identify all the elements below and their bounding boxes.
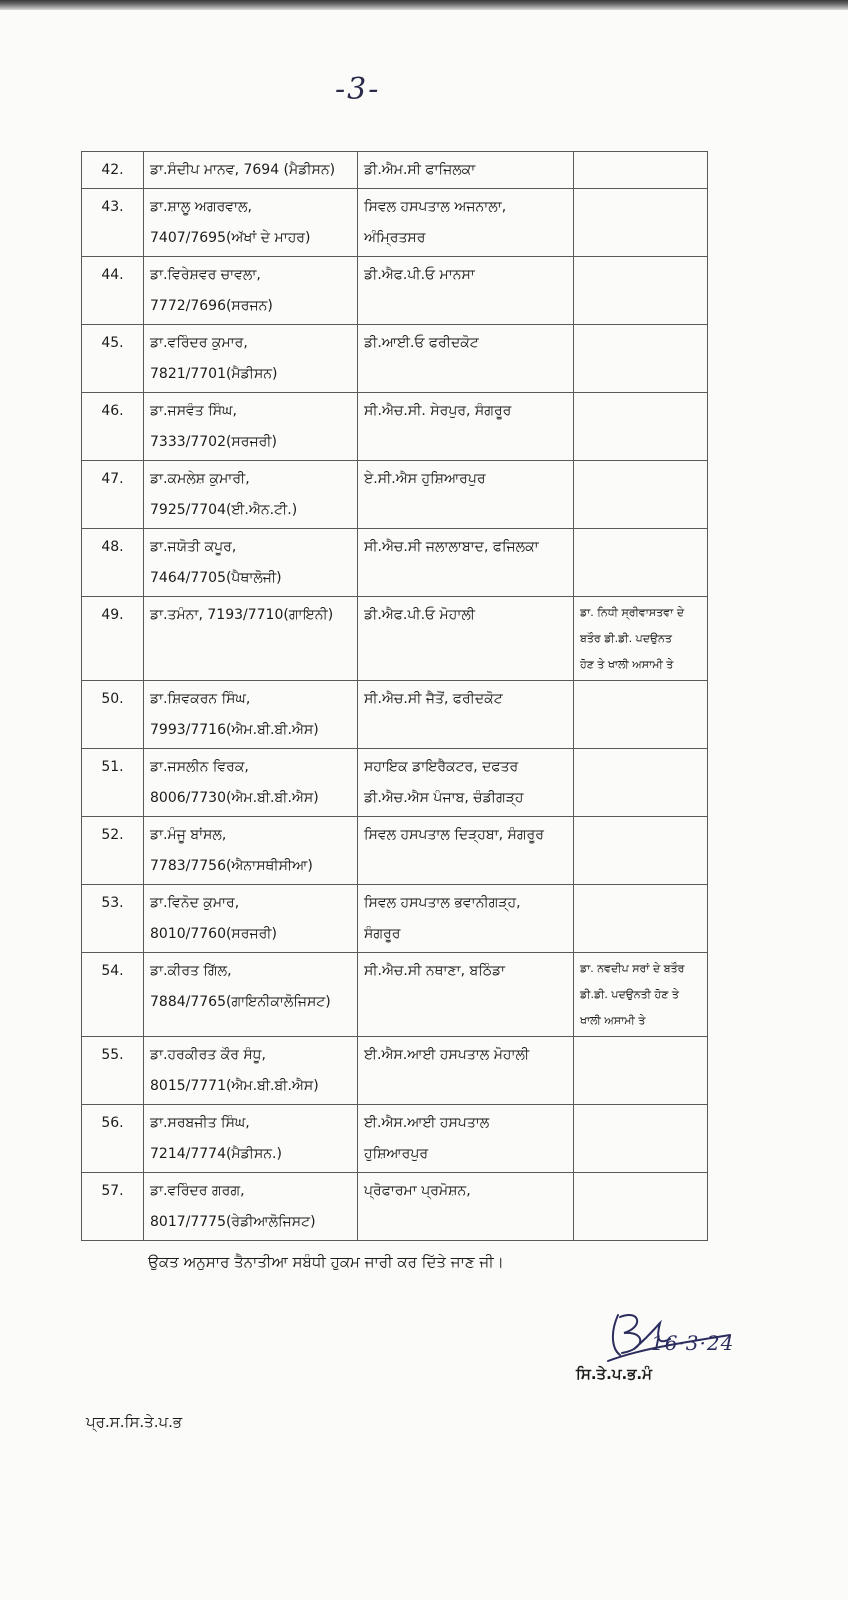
table-row (82, 257, 708, 325)
posting-place-cell (358, 1037, 574, 1105)
doctor-name-cell (144, 257, 358, 325)
posting-place-line: ਈ.ਐਸ.ਆਈ ਹਸਪਤਾਲ ਮੋਹਾਲੀ (364, 1047, 530, 1063)
posting-place-line: ਹੁਸ਼ਿਆਰਪੁਰ (364, 1146, 429, 1162)
posting-place-line: ਈ.ਐਸ.ਆਈ ਹਸਪਤਾਲ (364, 1115, 490, 1131)
doctor-name-cell (144, 597, 358, 681)
posting-place-line: ਸੀ.ਐਚ.ਸੀ ਜਲਾਲਾਬਾਦ, ਫਜਿਲਕਾ (364, 539, 539, 555)
doctor-name-line: ਡਾ.ਜਸਵੰਤ ਸਿੰਘ, (150, 403, 237, 419)
posting-place-line: ਸਿਵਲ ਹਸਪਤਾਲ ਭਵਾਨੀਗੜ੍ਹ, (364, 895, 521, 911)
posting-place-cell (358, 189, 574, 257)
serial-number-cell: 43. (82, 189, 144, 257)
doctor-name-line: 7214/7774(ਮੈਡੀਸਨ.) (150, 1146, 282, 1162)
doctor-name-cell (144, 461, 358, 529)
doctor-name-line: ਡਾ.ਸ਼ਿਵਕਰਨ ਸਿੰਘ, (150, 691, 251, 707)
remarks-cell (574, 461, 708, 529)
doctor-name-line: 7407/7695(ਅੱਖਾਂ ਦੇ ਮਾਹਰ) (150, 230, 311, 246)
doctor-name-line: ਡਾ.ਵਿਰੇਸ਼ਵਰ ਚਾਵਲਾ, (150, 267, 261, 283)
table-row (82, 461, 708, 529)
doctor-name-cell (144, 393, 358, 461)
posting-place-cell (358, 597, 574, 681)
serial-number-cell: 49. (82, 597, 144, 681)
posting-place-line: ਅੰਮ੍ਰਿਤਸਰ (364, 230, 426, 246)
posting-place-line: ਸੰਗਰੂਰ (364, 926, 401, 942)
remarks-line: ਡੀ.ਡੀ. ਪਦਉਨਤੀ ਹੋਣ ਤੇ (580, 988, 679, 1001)
doctor-name-line: 7925/7704(ਈ.ਐਨ.ਟੀ.) (150, 502, 298, 518)
serial-number-cell: 46. (82, 393, 144, 461)
table-row (82, 681, 708, 749)
table-row (82, 529, 708, 597)
doctor-name-line: 8017/7775(ਰੇਡੀਆਲੋਜਿਸਟ) (150, 1214, 316, 1230)
remarks-cell (574, 953, 708, 1037)
posting-place-cell (358, 325, 574, 393)
posting-place-cell (358, 393, 574, 461)
doctor-name-line: 7884/7765(ਗਾਇਨੀਕਾਲੋਜਿਸਟ) (150, 994, 331, 1010)
serial-number-cell: 45. (82, 325, 144, 393)
remarks-cell (574, 597, 708, 681)
serial-number-cell: 57. (82, 1173, 144, 1241)
posting-place-line: ਡੀ.ਐਫ.ਪੀ.ਓ ਮੋਹਾਲੀ (364, 607, 476, 623)
posting-place-cell (358, 529, 574, 597)
remarks-cell (574, 681, 708, 749)
doctor-name-line: ਡਾ.ਜਸਲੀਨ ਵਿਰਕ, (150, 759, 249, 775)
remarks-line: ਬਤੌਰ ਡੀ.ਡੀ. ਪਦਉਨਤ (580, 632, 672, 645)
table-row (82, 1105, 708, 1173)
doctor-name-line: ਡਾ.ਸੰਦੀਪ ਮਾਨਵ, 7694 (ਮੈਡੀਸਨ) (150, 162, 336, 178)
doctor-name-line: ਡਾ.ਸਰਬਜੀਤ ਸਿੰਘ, (150, 1115, 250, 1131)
doctor-name-line: 8010/7760(ਸਰਜਰੀ) (150, 926, 277, 942)
remarks-cell (574, 749, 708, 817)
remarks-cell (574, 1037, 708, 1105)
closing-statement: ਉਕਤ ਅਨੁਸਾਰ ਤੈਨਾਤੀਆ ਸਬੰਧੀ ਹੁਕਮ ਜਾਰੀ ਕਰ ਦਿੱਤੇ ਜਾਣ ਜੀ। (148, 1253, 504, 1271)
doctor-name-line: ਡਾ.ਸ਼ਾਲੂ ਅਗਰਵਾਲ, (150, 199, 252, 215)
serial-number-cell: 44. (82, 257, 144, 325)
doctor-name-line: ਡਾ.ਤਮੰਨਾ, 7193/7710(ਗਾਇਨੀ) (150, 607, 334, 623)
doctor-name-cell (144, 953, 358, 1037)
posting-place-cell (358, 885, 574, 953)
doctor-name-cell (144, 152, 358, 189)
doctor-name-cell (144, 1105, 358, 1173)
remarks-cell (574, 529, 708, 597)
doctor-name-line: 7333/7702(ਸਰਜਰੀ) (150, 434, 277, 450)
posting-place-line: ਡੀ.ਐਮ.ਸੀ ਫਾਜਿਲਕਾ (364, 162, 476, 178)
remarks-line: ਹੋਣ ਤੇ ਖਾਲੀ ਅਸਾਮੀ ਤੇ (580, 658, 674, 671)
serial-number-cell: 48. (82, 529, 144, 597)
posting-place-line: ਡੀ.ਐਚ.ਐਸ ਪੰਜਾਬ, ਚੰਡੀਗੜ੍ਹ (364, 790, 524, 806)
posting-place-line: ਡੀ.ਆਈ.ਓ ਫਰੀਦਕੋਟ (364, 335, 479, 351)
doctor-name-line: 8015/7771(ਐਮ.ਬੀ.ਬੀ.ਐਸ) (150, 1078, 319, 1094)
signer-designation: ਸਿ.ਤੇ.ਪ.ਭ.ਮੰ (576, 1365, 652, 1383)
serial-number-cell: 42. (82, 152, 144, 189)
remarks-line: ਡਾ. ਨਵਦੀਪ ਸਰਾਂ ਦੇ ਬਤੌਰ (580, 962, 685, 975)
table-row (82, 817, 708, 885)
posting-place-line: ਪ੍ਰੋਫਾਰਮਾ ਪ੍ਰਮੋਸ਼ਨ, (364, 1183, 471, 1199)
remarks-cell (574, 817, 708, 885)
remarks-cell (574, 1105, 708, 1173)
posting-place-cell (358, 257, 574, 325)
doctor-name-line: 7772/7696(ਸਰਜਨ) (150, 298, 273, 314)
posting-place-cell (358, 1105, 574, 1173)
footer-reference: ਪ੍ਰ.ਸ.ਸਿ.ਤੇ.ਪ.ਭ (86, 1413, 183, 1431)
serial-number-cell: 50. (82, 681, 144, 749)
remarks-cell (574, 152, 708, 189)
doctor-name-line: ਡਾ.ਕੀਰਤ ਗਿੱਲ, (150, 963, 232, 979)
table-row (82, 393, 708, 461)
posting-place-line: ਸਿਵਲ ਹਸਪਤਾਲ ਦਿੜ੍ਹਬਾ, ਸੰਗਰੂਰ (364, 827, 544, 843)
table-row (82, 885, 708, 953)
table-row (82, 325, 708, 393)
table-row (82, 1037, 708, 1105)
table-row (82, 749, 708, 817)
page-top-edge (0, 0, 848, 10)
doctor-name-line: 7464/7705(ਪੈਥਾਲੋਜੀ) (150, 570, 282, 586)
doctor-name-line: ਡਾ.ਵਰਿੰਦਰ ਗਰਗ, (150, 1183, 245, 1199)
doctor-name-line: ਡਾ.ਵਰਿੰਦਰ ਕੁਮਾਰ, (150, 335, 248, 351)
posting-place-cell (358, 953, 574, 1037)
remarks-line: ਖਾਲੀ ਅਸਾਮੀ ਤੇ (580, 1014, 646, 1027)
doctor-name-cell (144, 1037, 358, 1105)
doctor-name-cell (144, 885, 358, 953)
table-row (82, 189, 708, 257)
remarks-cell (574, 257, 708, 325)
doctor-name-line: 7993/7716(ਐਮ.ਬੀ.ਬੀ.ਐਸ) (150, 722, 319, 738)
remarks-cell (574, 1173, 708, 1241)
page-number: -3- (335, 72, 381, 107)
doctor-name-cell (144, 529, 358, 597)
posting-place-line: ਸੀ.ਐਚ.ਸੀ ਨਥਾਣਾ, ਬਠਿੰਡਾ (364, 963, 506, 979)
serial-number-cell: 55. (82, 1037, 144, 1105)
posting-place-cell (358, 152, 574, 189)
doctor-name-line: 7783/7756(ਐਨਾਸਥੀਸੀਆ) (150, 858, 313, 874)
signature-date: 16·3·24 (651, 1331, 735, 1355)
posting-place-cell (358, 749, 574, 817)
doctor-name-cell (144, 749, 358, 817)
posting-place-cell (358, 681, 574, 749)
table-row (82, 1173, 708, 1241)
doctor-name-line: ਡਾ.ਹਰਕੀਰਤ ਕੌਰ ਸੰਧੂ, (150, 1047, 266, 1063)
remarks-cell (574, 393, 708, 461)
table-row (82, 597, 708, 681)
serial-number-cell: 51. (82, 749, 144, 817)
postings-table-body (82, 152, 708, 1241)
posting-place-line: ਸਹਾਇਕ ਡਾਇਰੈਕਟਰ, ਦਫਤਰ (364, 759, 519, 775)
doctor-name-line: ਡਾ.ਕਮਲੇਸ਼ ਕੁਮਾਰੀ, (150, 471, 250, 487)
table-row (82, 152, 708, 189)
posting-place-cell (358, 1173, 574, 1241)
doctor-name-cell (144, 681, 358, 749)
remarks-cell (574, 189, 708, 257)
serial-number-cell: 52. (82, 817, 144, 885)
table-row (82, 953, 708, 1037)
doctor-name-line: ਡਾ.ਜਯੋਤੀ ਕਪੂਰ, (150, 539, 237, 555)
remarks-line: ਡਾ. ਨਿਧੀ ਸ੍ਰੀਵਾਸਤਵਾ ਦੇ (580, 606, 685, 619)
posting-place-line: ਸੀ.ਐਚ.ਸੀ. ਸੇਰਪੁਰ, ਸੰਗਰੂਰ (364, 403, 512, 419)
doctor-name-line: 8006/7730(ਐਮ.ਬੀ.ਬੀ.ਐਸ) (150, 790, 319, 806)
serial-number-cell: 56. (82, 1105, 144, 1173)
serial-number-cell: 54. (82, 953, 144, 1037)
doctor-name-line: 7821/7701(ਮੈਡੀਸਨ) (150, 366, 278, 382)
doctor-name-line: ਡਾ.ਮੰਜੂ ਬਾਂਸਲ, (150, 827, 227, 843)
postings-table (81, 151, 708, 1241)
posting-place-line: ਸਿਵਲ ਹਸਪਤਾਲ ਅਜਨਾਲਾ, (364, 199, 507, 215)
remarks-cell (574, 885, 708, 953)
doctor-name-cell (144, 817, 358, 885)
serial-number-cell: 47. (82, 461, 144, 529)
doctor-name-cell (144, 189, 358, 257)
doctor-name-cell (144, 1173, 358, 1241)
remarks-cell (574, 325, 708, 393)
posting-place-cell (358, 461, 574, 529)
doctor-name-cell (144, 325, 358, 393)
serial-number-cell: 53. (82, 885, 144, 953)
doctor-name-line: ਡਾ.ਵਿਨੋਦ ਕੁਮਾਰ, (150, 895, 240, 911)
posting-place-line: ਡੀ.ਐਫ.ਪੀ.ਓ ਮਾਨਸਾ (364, 267, 475, 283)
posting-place-cell (358, 817, 574, 885)
posting-place-line: ਸੀ.ਐਚ.ਸੀ ਜੈਤੋਂ, ਫਰੀਦਕੋਟ (364, 691, 503, 707)
posting-place-line: ਏ.ਸੀ.ਐਸ ਹੁਸ਼ਿਆਰਪੁਰ (364, 471, 486, 487)
